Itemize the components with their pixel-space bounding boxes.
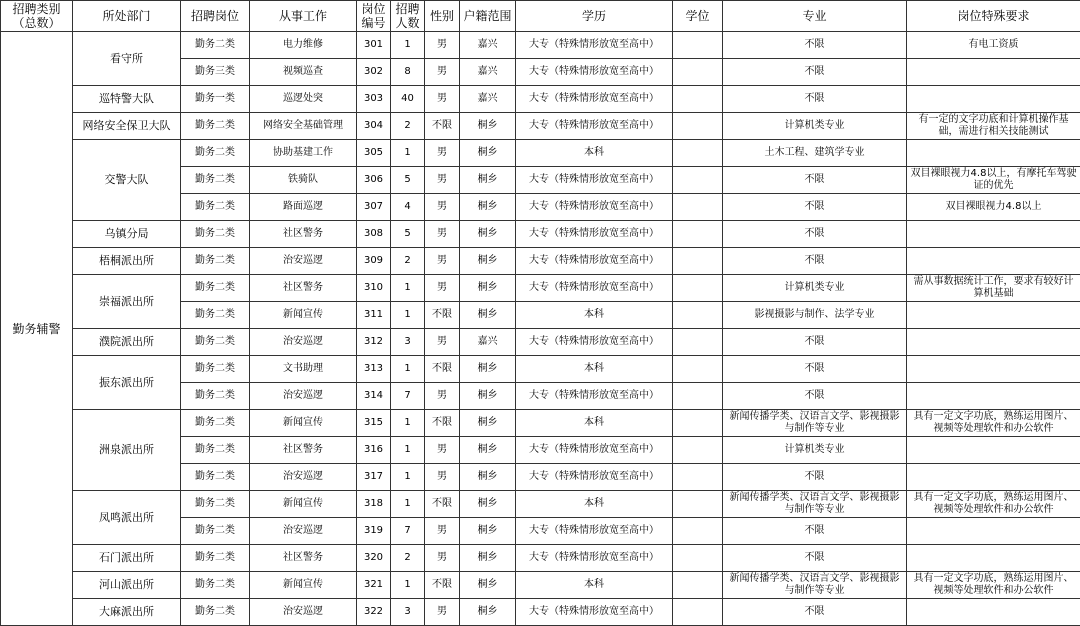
col-header: 学历 — [516, 1, 673, 32]
department-cell: 河山派出所 — [73, 572, 181, 599]
gender-cell: 男 — [425, 329, 460, 356]
post-code-cell: 301 — [357, 32, 391, 59]
headcount-cell: 1 — [391, 437, 425, 464]
table-row — [1, 599, 1080, 626]
degree-cell — [673, 491, 723, 518]
post-code-cell: 317 — [357, 464, 391, 491]
table-row — [1, 32, 1080, 59]
work-cell: 治安巡逻 — [250, 383, 357, 410]
education-cell: 大专（特殊情形放宽至高中） — [516, 437, 673, 464]
huji-cell: 嘉兴 — [460, 59, 516, 86]
category-cell: 勤务辅警 — [1, 32, 73, 626]
headcount-cell: 1 — [391, 302, 425, 329]
post-cell: 勤务二类 — [181, 545, 250, 572]
post-cell: 勤务二类 — [181, 410, 250, 437]
huji-cell: 桐乡 — [460, 275, 516, 302]
col-header: 所处部门 — [73, 1, 181, 32]
post-cell: 勤务二类 — [181, 572, 250, 599]
post-cell: 勤务三类 — [181, 59, 250, 86]
work-cell: 铁骑队 — [250, 167, 357, 194]
work-cell: 治安巡逻 — [250, 464, 357, 491]
work-cell: 路面巡逻 — [250, 194, 357, 221]
work-cell: 文书助理 — [250, 356, 357, 383]
work-cell: 新闻宣传 — [250, 302, 357, 329]
major-cell: 新闻传播学类、汉语言文学、影视摄影与制作等专业 — [723, 491, 907, 518]
table-row — [1, 329, 1080, 356]
headcount-cell: 8 — [391, 59, 425, 86]
major-cell: 不限 — [723, 383, 907, 410]
degree-cell — [673, 518, 723, 545]
huji-cell: 桐乡 — [460, 464, 516, 491]
huji-cell: 桐乡 — [460, 221, 516, 248]
degree-cell — [673, 248, 723, 275]
education-cell: 大专（特殊情形放宽至高中） — [516, 275, 673, 302]
headcount-cell: 1 — [391, 410, 425, 437]
education-cell: 本科 — [516, 302, 673, 329]
huji-cell: 桐乡 — [460, 410, 516, 437]
requirement-cell: 具有一定文字功底，熟练运用图片、视频等处理软件和办公软件 — [907, 410, 1080, 437]
requirement-cell — [907, 437, 1080, 464]
degree-cell — [673, 302, 723, 329]
table-row — [1, 410, 1080, 437]
post-cell: 勤务二类 — [181, 221, 250, 248]
post-code-cell: 312 — [357, 329, 391, 356]
table-row — [1, 275, 1080, 302]
huji-cell: 桐乡 — [460, 518, 516, 545]
gender-cell: 不限 — [425, 572, 460, 599]
headcount-cell: 1 — [391, 275, 425, 302]
table-row — [1, 86, 1080, 113]
education-cell: 大专（特殊情形放宽至高中） — [516, 329, 673, 356]
degree-cell — [673, 59, 723, 86]
huji-cell: 桐乡 — [460, 302, 516, 329]
department-cell: 凤鸣派出所 — [73, 491, 181, 545]
major-cell: 不限 — [723, 518, 907, 545]
degree-cell — [673, 356, 723, 383]
post-code-cell: 313 — [357, 356, 391, 383]
education-cell: 大专（特殊情形放宽至高中） — [516, 545, 673, 572]
header-row — [1, 1, 1080, 32]
col-header: 招聘岗位 — [181, 1, 250, 32]
work-cell: 社区警务 — [250, 545, 357, 572]
post-code-cell: 321 — [357, 572, 391, 599]
gender-cell: 男 — [425, 32, 460, 59]
post-code-cell: 307 — [357, 194, 391, 221]
post-cell: 勤务二类 — [181, 491, 250, 518]
work-cell: 治安巡逻 — [250, 518, 357, 545]
major-cell: 影视摄影与制作、法学专业 — [723, 302, 907, 329]
table-row — [1, 545, 1080, 572]
post-code-cell: 306 — [357, 167, 391, 194]
huji-cell: 桐乡 — [460, 599, 516, 626]
education-cell: 大专（特殊情形放宽至高中） — [516, 194, 673, 221]
gender-cell: 男 — [425, 248, 460, 275]
headcount-cell: 40 — [391, 86, 425, 113]
major-cell: 新闻传播学类、汉语言文学、影视摄影与制作等专业 — [723, 572, 907, 599]
work-cell: 网络安全基础管理 — [250, 113, 357, 140]
gender-cell: 男 — [425, 221, 460, 248]
gender-cell: 男 — [425, 194, 460, 221]
major-cell: 不限 — [723, 221, 907, 248]
headcount-cell: 1 — [391, 140, 425, 167]
huji-cell: 桐乡 — [460, 140, 516, 167]
gender-cell: 男 — [425, 86, 460, 113]
education-cell: 大专（特殊情形放宽至高中） — [516, 599, 673, 626]
table-row — [1, 140, 1080, 167]
headcount-cell: 1 — [391, 356, 425, 383]
post-cell: 勤务二类 — [181, 383, 250, 410]
col-header: 专业 — [723, 1, 907, 32]
headcount-cell: 4 — [391, 194, 425, 221]
requirement-cell — [907, 383, 1080, 410]
post-code-cell: 302 — [357, 59, 391, 86]
requirement-cell — [907, 248, 1080, 275]
post-cell: 勤务二类 — [181, 437, 250, 464]
work-cell: 协助基建工作 — [250, 140, 357, 167]
degree-cell — [673, 32, 723, 59]
post-cell: 勤务二类 — [181, 32, 250, 59]
post-code-cell: 308 — [357, 221, 391, 248]
post-cell: 勤务二类 — [181, 113, 250, 140]
degree-cell — [673, 437, 723, 464]
work-cell: 视频巡查 — [250, 59, 357, 86]
col-header: 户籍范围 — [460, 1, 516, 32]
huji-cell: 桐乡 — [460, 356, 516, 383]
requirement-cell: 双目裸眼视力4.8以上 — [907, 194, 1080, 221]
huji-cell: 桐乡 — [460, 113, 516, 140]
department-cell: 振东派出所 — [73, 356, 181, 410]
degree-cell — [673, 221, 723, 248]
post-code-cell: 316 — [357, 437, 391, 464]
table-row — [1, 356, 1080, 383]
degree-cell — [673, 167, 723, 194]
major-cell: 不限 — [723, 194, 907, 221]
post-cell: 勤务二类 — [181, 140, 250, 167]
degree-cell — [673, 329, 723, 356]
education-cell: 本科 — [516, 410, 673, 437]
post-cell: 勤务二类 — [181, 464, 250, 491]
post-code-cell: 311 — [357, 302, 391, 329]
major-cell: 不限 — [723, 59, 907, 86]
major-cell: 不限 — [723, 545, 907, 572]
major-cell: 不限 — [723, 248, 907, 275]
col-header: 性别 — [425, 1, 460, 32]
post-code-cell: 320 — [357, 545, 391, 572]
requirement-cell — [907, 464, 1080, 491]
department-cell: 崇福派出所 — [73, 275, 181, 329]
degree-cell — [673, 545, 723, 572]
table-row — [1, 248, 1080, 275]
requirement-cell — [907, 302, 1080, 329]
degree-cell — [673, 86, 723, 113]
gender-cell: 不限 — [425, 356, 460, 383]
post-cell: 勤务二类 — [181, 302, 250, 329]
department-cell: 交警大队 — [73, 140, 181, 221]
education-cell: 大专（特殊情形放宽至高中） — [516, 167, 673, 194]
gender-cell: 男 — [425, 545, 460, 572]
department-cell: 梧桐派出所 — [73, 248, 181, 275]
post-code-cell: 319 — [357, 518, 391, 545]
major-cell: 不限 — [723, 599, 907, 626]
gender-cell: 男 — [425, 518, 460, 545]
requirement-cell — [907, 221, 1080, 248]
headcount-cell: 5 — [391, 167, 425, 194]
post-code-cell: 305 — [357, 140, 391, 167]
huji-cell: 桐乡 — [460, 167, 516, 194]
gender-cell: 不限 — [425, 410, 460, 437]
major-cell: 计算机类专业 — [723, 275, 907, 302]
huji-cell: 嘉兴 — [460, 32, 516, 59]
major-cell: 土木工程、建筑学专业 — [723, 140, 907, 167]
work-cell: 新闻宣传 — [250, 572, 357, 599]
education-cell: 大专（特殊情形放宽至高中） — [516, 113, 673, 140]
post-cell: 勤务二类 — [181, 329, 250, 356]
work-cell: 新闻宣传 — [250, 410, 357, 437]
requirement-cell: 需从事数据统计工作，要求有较好计算机基础 — [907, 275, 1080, 302]
education-cell: 大专（特殊情形放宽至高中） — [516, 464, 673, 491]
work-cell: 巡逻处突 — [250, 86, 357, 113]
major-cell: 不限 — [723, 167, 907, 194]
table-row — [1, 221, 1080, 248]
col-header: 岗位编号 — [357, 1, 391, 32]
headcount-cell: 1 — [391, 464, 425, 491]
gender-cell: 男 — [425, 464, 460, 491]
work-cell: 社区警务 — [250, 221, 357, 248]
post-code-cell: 322 — [357, 599, 391, 626]
major-cell: 不限 — [723, 356, 907, 383]
col-header: 从事工作 — [250, 1, 357, 32]
major-cell: 计算机类专业 — [723, 437, 907, 464]
major-cell: 不限 — [723, 329, 907, 356]
huji-cell: 桐乡 — [460, 545, 516, 572]
requirement-cell — [907, 356, 1080, 383]
education-cell: 大专（特殊情形放宽至高中） — [516, 383, 673, 410]
requirement-cell — [907, 545, 1080, 572]
degree-cell — [673, 572, 723, 599]
headcount-cell: 7 — [391, 383, 425, 410]
work-cell: 社区警务 — [250, 275, 357, 302]
work-cell: 电力维修 — [250, 32, 357, 59]
major-cell: 新闻传播学类、汉语言文学、影视摄影与制作等专业 — [723, 410, 907, 437]
col-header: 招聘类别（总数） — [1, 1, 73, 32]
post-cell: 勤务二类 — [181, 518, 250, 545]
table-row — [1, 491, 1080, 518]
table-body — [1, 32, 1080, 626]
department-cell: 巡特警大队 — [73, 86, 181, 113]
education-cell: 大专（特殊情形放宽至高中） — [516, 518, 673, 545]
huji-cell: 桐乡 — [460, 194, 516, 221]
department-cell: 洲泉派出所 — [73, 410, 181, 491]
headcount-cell: 2 — [391, 545, 425, 572]
major-cell: 不限 — [723, 32, 907, 59]
gender-cell: 男 — [425, 437, 460, 464]
headcount-cell: 7 — [391, 518, 425, 545]
major-cell: 不限 — [723, 86, 907, 113]
degree-cell — [673, 194, 723, 221]
major-cell: 计算机类专业 — [723, 113, 907, 140]
gender-cell: 男 — [425, 59, 460, 86]
education-cell: 大专（特殊情形放宽至高中） — [516, 59, 673, 86]
col-header: 招聘人数 — [391, 1, 425, 32]
degree-cell — [673, 113, 723, 140]
huji-cell: 桐乡 — [460, 437, 516, 464]
requirement-cell — [907, 329, 1080, 356]
table-row — [1, 113, 1080, 140]
degree-cell — [673, 464, 723, 491]
education-cell: 本科 — [516, 140, 673, 167]
education-cell: 本科 — [516, 491, 673, 518]
work-cell: 社区警务 — [250, 437, 357, 464]
department-cell: 大麻派出所 — [73, 599, 181, 626]
gender-cell: 男 — [425, 599, 460, 626]
requirement-cell — [907, 59, 1080, 86]
col-header: 岗位特殊要求 — [907, 1, 1080, 32]
degree-cell — [673, 275, 723, 302]
education-cell: 大专（特殊情形放宽至高中） — [516, 86, 673, 113]
requirement-cell: 具有一定文字功底，熟练运用图片、视频等处理软件和办公软件 — [907, 491, 1080, 518]
requirement-cell — [907, 599, 1080, 626]
post-cell: 勤务二类 — [181, 275, 250, 302]
education-cell: 大专（特殊情形放宽至高中） — [516, 32, 673, 59]
post-cell: 勤务二类 — [181, 356, 250, 383]
education-cell: 大专（特殊情形放宽至高中） — [516, 221, 673, 248]
department-cell: 乌镇分局 — [73, 221, 181, 248]
post-code-cell: 303 — [357, 86, 391, 113]
post-cell: 勤务二类 — [181, 167, 250, 194]
headcount-cell: 1 — [391, 32, 425, 59]
gender-cell: 男 — [425, 275, 460, 302]
gender-cell: 不限 — [425, 113, 460, 140]
post-code-cell: 304 — [357, 113, 391, 140]
headcount-cell: 5 — [391, 221, 425, 248]
gender-cell: 男 — [425, 140, 460, 167]
huji-cell: 桐乡 — [460, 248, 516, 275]
work-cell: 治安巡逻 — [250, 248, 357, 275]
post-code-cell: 309 — [357, 248, 391, 275]
post-code-cell: 315 — [357, 410, 391, 437]
post-code-cell: 310 — [357, 275, 391, 302]
degree-cell — [673, 383, 723, 410]
requirement-cell: 有电工资质 — [907, 32, 1080, 59]
major-cell: 不限 — [723, 464, 907, 491]
degree-cell — [673, 140, 723, 167]
huji-cell: 桐乡 — [460, 383, 516, 410]
department-cell: 看守所 — [73, 32, 181, 86]
gender-cell: 不限 — [425, 491, 460, 518]
post-code-cell: 318 — [357, 491, 391, 518]
huji-cell: 桐乡 — [460, 491, 516, 518]
huji-cell: 嘉兴 — [460, 329, 516, 356]
gender-cell: 男 — [425, 383, 460, 410]
table-row — [1, 572, 1080, 599]
huji-cell: 嘉兴 — [460, 86, 516, 113]
headcount-cell: 3 — [391, 329, 425, 356]
post-cell: 勤务二类 — [181, 599, 250, 626]
requirement-cell — [907, 140, 1080, 167]
degree-cell — [673, 410, 723, 437]
degree-cell — [673, 599, 723, 626]
work-cell: 治安巡逻 — [250, 599, 357, 626]
huji-cell: 桐乡 — [460, 572, 516, 599]
headcount-cell: 1 — [391, 572, 425, 599]
headcount-cell: 2 — [391, 113, 425, 140]
work-cell: 治安巡逻 — [250, 329, 357, 356]
post-code-cell: 314 — [357, 383, 391, 410]
department-cell: 石门派出所 — [73, 545, 181, 572]
education-cell: 本科 — [516, 356, 673, 383]
requirement-cell: 具有一定文字功底，熟练运用图片、视频等处理软件和办公软件 — [907, 572, 1080, 599]
post-cell: 勤务二类 — [181, 248, 250, 275]
post-cell: 勤务二类 — [181, 194, 250, 221]
education-cell: 大专（特殊情形放宽至高中） — [516, 248, 673, 275]
headcount-cell: 3 — [391, 599, 425, 626]
department-cell: 网络安全保卫大队 — [73, 113, 181, 140]
headcount-cell: 2 — [391, 248, 425, 275]
headcount-cell: 1 — [391, 491, 425, 518]
col-header: 学位 — [673, 1, 723, 32]
post-cell: 勤务一类 — [181, 86, 250, 113]
education-cell: 本科 — [516, 572, 673, 599]
requirement-cell — [907, 518, 1080, 545]
department-cell: 濮院派出所 — [73, 329, 181, 356]
work-cell: 新闻宣传 — [250, 491, 357, 518]
requirement-cell — [907, 86, 1080, 113]
gender-cell: 不限 — [425, 302, 460, 329]
requirement-cell: 双目裸眼视力4.8以上，有摩托车驾驶证的优先 — [907, 167, 1080, 194]
requirement-cell: 有一定的文字功底和计算机操作基础，需进行相关技能测试 — [907, 113, 1080, 140]
gender-cell: 男 — [425, 167, 460, 194]
